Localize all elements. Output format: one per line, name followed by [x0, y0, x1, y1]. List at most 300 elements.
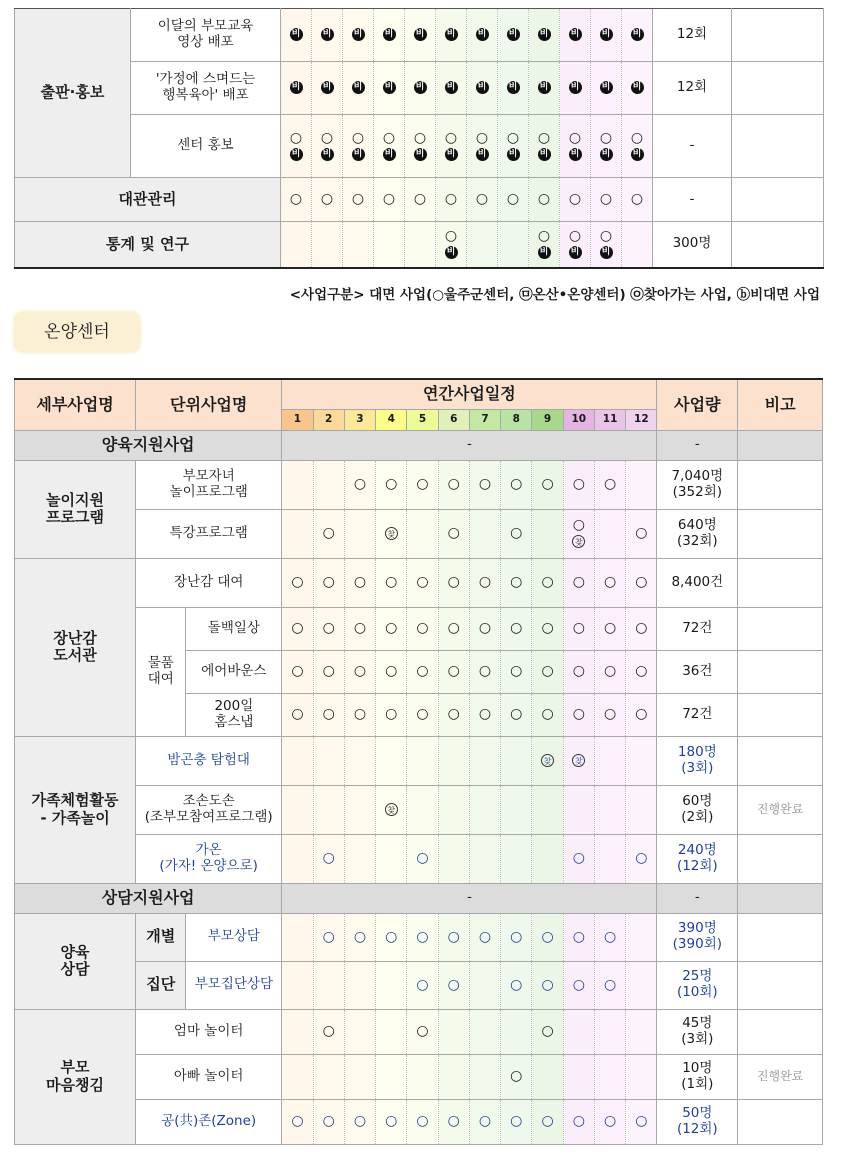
month-cell-11 — [591, 222, 622, 268]
month-cell-11 — [594, 693, 625, 736]
header-unit-business: 단위사업명 — [136, 379, 282, 430]
month-cell-1 — [281, 115, 312, 178]
month-cell-6 — [438, 913, 469, 961]
in-person-mark: ○ — [447, 476, 460, 493]
amount: 180명 (3회) — [657, 736, 738, 785]
in-person-mark: ○ — [572, 850, 585, 867]
month-cell-3 — [344, 460, 375, 509]
month-cell-2 — [312, 222, 343, 268]
category-stats: 통계 및 연구 — [15, 222, 281, 268]
online-mark: 비 — [569, 81, 582, 94]
in-person-mark: ○ — [537, 129, 551, 146]
in-person-mark: ○ — [599, 191, 613, 208]
in-person-mark: ○ — [603, 706, 617, 723]
note: 진행완료 — [738, 1054, 823, 1099]
month-cell-5 — [407, 509, 438, 558]
month-cell-11 — [591, 9, 622, 62]
in-person-mark: ○ — [478, 574, 492, 591]
month-cell-10 — [563, 1099, 594, 1144]
band-amount: - — [657, 883, 738, 913]
month-header-10: 10 — [563, 409, 594, 430]
in-person-mark: ○ — [416, 574, 429, 591]
online-mark: 비 — [600, 148, 613, 161]
counsel-type: 집단 — [136, 961, 186, 1009]
in-person-mark: ○ — [510, 1113, 523, 1130]
month-cell-3 — [344, 834, 375, 883]
month-cell-9 — [532, 607, 563, 650]
note — [738, 1009, 823, 1054]
month-cell-6 — [438, 607, 469, 650]
online-mark: 비 — [383, 28, 396, 41]
month-cell-6 — [436, 115, 467, 178]
in-person-mark: ○ — [478, 706, 492, 723]
in-person-mark: ○ — [322, 620, 335, 637]
schedule-table-continued — [14, 8, 824, 269]
in-person-mark: ○ — [478, 928, 492, 945]
month-header-11: 11 — [594, 409, 625, 430]
in-person-mark: ○ — [416, 976, 429, 993]
in-person-mark: ○ — [478, 476, 492, 493]
month-cell-1 — [282, 460, 313, 509]
month-cell-12 — [626, 961, 657, 1009]
in-person-mark: ○ — [416, 620, 429, 637]
month-cell-9 — [532, 834, 563, 883]
month-cell-8 — [501, 834, 532, 883]
month-cell-9 — [532, 693, 563, 736]
online-mark: 비 — [569, 246, 582, 259]
in-person-mark: ○ — [541, 476, 554, 493]
in-person-mark: ○ — [572, 663, 585, 680]
unit-name: 특강프로그램 — [136, 509, 282, 558]
month-cell-2 — [313, 460, 344, 509]
online-mark: 비 — [414, 81, 427, 94]
month-cell-2 — [312, 9, 343, 62]
amount: 8,400건 — [657, 558, 738, 607]
month-cell-11 — [594, 509, 625, 558]
month-cell-10 — [560, 62, 591, 115]
month-cell-6 — [438, 736, 469, 785]
amount: 72건 — [657, 607, 738, 650]
month-header-2: 2 — [313, 409, 344, 430]
month-cell-6 — [438, 785, 469, 834]
online-mark: 비 — [600, 246, 613, 259]
online-mark: 비 — [352, 148, 365, 161]
note — [732, 9, 824, 62]
month-cell-10 — [563, 460, 594, 509]
month-cell-6 — [438, 834, 469, 883]
category-parent-mindcare: 부모 마음챙김 — [15, 1009, 136, 1144]
unit-name: 엄마 놀이터 — [136, 1009, 282, 1054]
amount: 7,040명 (352회) — [657, 460, 738, 509]
in-person-mark: ○ — [385, 1113, 398, 1130]
month-cell-9 — [532, 1009, 563, 1054]
in-person-mark: ○ — [541, 663, 554, 680]
unit-name: 조손도손 (조부모참여프로그램) — [136, 785, 282, 834]
category-family-activity: 가족체험활동 - 가족놀이 — [15, 736, 136, 883]
month-cell-10 — [563, 736, 594, 785]
month-cell-5 — [407, 1054, 438, 1099]
in-person-mark: ○ — [320, 191, 334, 208]
in-person-mark: ○ — [353, 1113, 367, 1130]
in-person-mark: ○ — [382, 129, 396, 146]
month-cell-5 — [407, 693, 438, 736]
outreach-mark: 찾 — [385, 527, 398, 540]
amount: 10명 (1회) — [657, 1054, 738, 1099]
in-person-mark: ○ — [510, 1068, 523, 1085]
in-person-mark: ○ — [444, 129, 458, 146]
in-person-mark: ○ — [541, 1113, 554, 1130]
in-person-mark: ○ — [506, 129, 520, 146]
online-mark: 비 — [631, 28, 644, 41]
online-mark: 비 — [445, 148, 458, 161]
in-person-mark: ○ — [291, 620, 304, 637]
in-person-mark: ○ — [541, 706, 554, 723]
in-person-mark: ○ — [599, 129, 613, 146]
month-cell-5 — [405, 222, 436, 268]
month-cell-5 — [407, 1099, 438, 1144]
month-cell-3 — [343, 62, 374, 115]
month-cell-10 — [563, 961, 594, 1009]
online-mark: 비 — [507, 81, 520, 94]
month-cell-5 — [407, 650, 438, 693]
month-cell-5 — [407, 834, 438, 883]
in-person-mark: ○ — [475, 129, 489, 146]
month-cell-2 — [313, 693, 344, 736]
month-cell-11 — [594, 961, 625, 1009]
in-person-mark: ○ — [291, 1113, 304, 1130]
in-person-mark: ○ — [603, 976, 617, 993]
month-cell-1 — [282, 607, 313, 650]
online-mark: 비 — [476, 148, 489, 161]
online-mark: 비 — [321, 28, 334, 41]
month-header-3: 3 — [344, 409, 375, 430]
month-cell-4 — [374, 62, 405, 115]
in-person-mark: ○ — [568, 129, 582, 146]
in-person-mark: ○ — [416, 928, 429, 945]
month-cell-5 — [407, 961, 438, 1009]
in-person-mark: ○ — [572, 928, 585, 945]
month-cell-7 — [469, 509, 500, 558]
month-cell-4 — [376, 1054, 407, 1099]
month-cell-9 — [529, 9, 560, 62]
online-mark: 비 — [445, 81, 458, 94]
note — [738, 650, 823, 693]
category-toy-library: 장난감 도서관 — [15, 558, 136, 736]
in-person-mark: ○ — [603, 1113, 617, 1130]
month-cell-1 — [282, 509, 313, 558]
unit-name: 가온 (가자! 온양으로) — [136, 834, 282, 883]
online-mark: 비 — [414, 28, 427, 41]
outreach-mark: 찾 — [572, 535, 585, 548]
in-person-mark: ○ — [635, 574, 648, 591]
month-cell-4 — [374, 115, 405, 178]
in-person-mark: ○ — [635, 1113, 648, 1130]
month-cell-4 — [376, 1099, 407, 1144]
month-header-5: 5 — [407, 409, 438, 430]
center-tag: 온양센터 — [14, 312, 140, 352]
amount: 72건 — [657, 693, 738, 736]
in-person-mark: ○ — [572, 1113, 585, 1130]
in-person-mark: ○ — [382, 191, 396, 208]
month-cell-6 — [438, 509, 469, 558]
amount: 300명 — [653, 222, 732, 268]
month-cell-5 — [407, 736, 438, 785]
online-mark: 비 — [352, 28, 365, 41]
month-cell-7 — [467, 9, 498, 62]
month-cell-7 — [469, 607, 500, 650]
in-person-mark: ○ — [510, 574, 523, 591]
month-cell-7 — [467, 115, 498, 178]
band-dash: - — [282, 883, 657, 913]
month-cell-1 — [282, 913, 313, 961]
in-person-mark: ○ — [603, 574, 617, 591]
in-person-mark: ○ — [416, 476, 429, 493]
note — [738, 693, 823, 736]
month-cell-7 — [469, 834, 500, 883]
month-cell-7 — [469, 558, 500, 607]
month-cell-11 — [594, 650, 625, 693]
business-type-legend: <사업구분> 대면 사업(○울주군센터, ㉤온산•온양센터) ㉧찾아가는 사업, ⓑ비대면 사업 — [289, 287, 820, 303]
in-person-mark: ○ — [353, 574, 367, 591]
month-cell-5 — [405, 178, 436, 222]
online-mark: 비 — [538, 246, 551, 259]
in-person-mark: ○ — [322, 928, 335, 945]
in-person-mark: ○ — [635, 663, 648, 680]
in-person-mark: ○ — [444, 228, 458, 245]
month-cell-8 — [498, 115, 529, 178]
month-cell-3 — [344, 509, 375, 558]
in-person-mark: ○ — [322, 1113, 335, 1130]
note — [738, 509, 823, 558]
note — [732, 178, 824, 222]
amount: 45명 (3회) — [657, 1009, 738, 1054]
month-cell-7 — [469, 736, 500, 785]
month-cell-1 — [281, 222, 312, 268]
month-cell-4 — [376, 834, 407, 883]
goods-rental-label: 물품 대여 — [136, 607, 186, 736]
month-cell-4 — [376, 607, 407, 650]
month-cell-3 — [344, 961, 375, 1009]
note — [738, 834, 823, 883]
month-cell-4 — [376, 736, 407, 785]
month-cell-12 — [626, 460, 657, 509]
month-cell-11 — [594, 1009, 625, 1054]
in-person-mark: ○ — [572, 574, 585, 591]
in-person-mark: ○ — [572, 706, 585, 723]
in-person-mark: ○ — [291, 574, 304, 591]
month-cell-8 — [501, 460, 532, 509]
month-cell-10 — [563, 785, 594, 834]
online-mark: 비 — [383, 81, 396, 94]
in-person-mark: ○ — [385, 706, 398, 723]
month-cell-12 — [622, 178, 653, 222]
online-mark: 비 — [414, 148, 427, 161]
month-cell-2 — [312, 115, 343, 178]
amount: 12회 — [653, 9, 732, 62]
month-cell-7 — [469, 1054, 500, 1099]
month-cell-7 — [469, 1009, 500, 1054]
unit-name: 부모상담 — [186, 913, 282, 961]
in-person-mark: ○ — [416, 850, 429, 867]
month-cell-10 — [563, 1054, 594, 1099]
month-cell-4 — [376, 460, 407, 509]
in-person-mark: ○ — [541, 574, 554, 591]
in-person-mark: ○ — [353, 620, 367, 637]
in-person-mark: ○ — [447, 976, 460, 993]
month-cell-7 — [469, 650, 500, 693]
in-person-mark: ○ — [541, 620, 554, 637]
month-cell-8 — [501, 961, 532, 1009]
month-cell-4 — [376, 509, 407, 558]
month-cell-4 — [376, 650, 407, 693]
in-person-mark: ○ — [385, 476, 398, 493]
month-cell-3 — [343, 178, 374, 222]
month-cell-12 — [626, 1054, 657, 1099]
in-person-mark: ○ — [635, 850, 648, 867]
online-mark: 비 — [600, 81, 613, 94]
band-dash: - — [282, 430, 657, 460]
in-person-mark: ○ — [510, 928, 523, 945]
in-person-mark: ○ — [630, 191, 644, 208]
month-cell-11 — [594, 607, 625, 650]
month-cell-3 — [344, 1054, 375, 1099]
in-person-mark: ○ — [320, 129, 334, 146]
amount: 25명 (10회) — [657, 961, 738, 1009]
month-cell-9 — [529, 62, 560, 115]
month-cell-5 — [407, 913, 438, 961]
month-cell-7 — [467, 222, 498, 268]
in-person-mark: ○ — [322, 1023, 335, 1040]
month-cell-3 — [343, 9, 374, 62]
month-cell-2 — [313, 1009, 344, 1054]
online-mark: 비 — [445, 246, 458, 259]
online-mark: 비 — [445, 28, 458, 41]
month-cell-10 — [563, 834, 594, 883]
month-cell-3 — [344, 1009, 375, 1054]
outreach-mark: 찾 — [572, 754, 585, 767]
in-person-mark: ○ — [289, 191, 303, 208]
online-mark: 비 — [600, 28, 613, 41]
month-cell-8 — [498, 222, 529, 268]
in-person-mark: ○ — [289, 129, 303, 146]
month-cell-10 — [563, 509, 594, 558]
month-cell-12 — [622, 115, 653, 178]
in-person-mark: ○ — [385, 663, 398, 680]
month-cell-8 — [501, 650, 532, 693]
month-cell-12 — [626, 736, 657, 785]
online-mark: 비 — [538, 28, 551, 41]
in-person-mark: ○ — [447, 928, 460, 945]
note — [738, 558, 823, 607]
online-mark: 비 — [631, 81, 644, 94]
online-mark: 비 — [352, 81, 365, 94]
month-cell-7 — [469, 1099, 500, 1144]
month-cell-8 — [501, 913, 532, 961]
in-person-mark: ○ — [537, 228, 551, 245]
band-parenting-support: 양육지원사업 — [15, 430, 282, 460]
in-person-mark: ○ — [510, 663, 523, 680]
outreach-mark: 찾 — [541, 754, 554, 767]
month-cell-8 — [501, 1054, 532, 1099]
month-cell-9 — [532, 509, 563, 558]
month-cell-1 — [282, 650, 313, 693]
month-cell-9 — [529, 115, 560, 178]
month-cell-2 — [313, 834, 344, 883]
month-cell-6 — [436, 222, 467, 268]
month-cell-2 — [313, 961, 344, 1009]
month-cell-1 — [282, 693, 313, 736]
month-cell-3 — [344, 650, 375, 693]
note — [738, 736, 823, 785]
month-cell-1 — [281, 62, 312, 115]
month-cell-4 — [374, 9, 405, 62]
unit-name: 부모자녀 놀이프로그램 — [136, 460, 282, 509]
in-person-mark: ○ — [353, 928, 367, 945]
month-cell-8 — [501, 607, 532, 650]
month-cell-4 — [374, 178, 405, 222]
month-cell-3 — [344, 558, 375, 607]
month-cell-1 — [282, 558, 313, 607]
month-cell-9 — [532, 558, 563, 607]
month-cell-10 — [563, 558, 594, 607]
month-cell-3 — [344, 607, 375, 650]
in-person-mark: ○ — [568, 228, 582, 245]
month-cell-11 — [594, 1054, 625, 1099]
unit-name: 밤곤충 탐험대 — [136, 736, 282, 785]
month-cell-5 — [407, 460, 438, 509]
in-person-mark: ○ — [291, 663, 304, 680]
month-header-8: 8 — [501, 409, 532, 430]
in-person-mark: ○ — [416, 663, 429, 680]
online-mark: 비 — [507, 28, 520, 41]
month-cell-1 — [282, 1099, 313, 1144]
month-cell-9 — [532, 736, 563, 785]
month-header-7: 7 — [469, 409, 500, 430]
month-cell-2 — [312, 62, 343, 115]
amount: 12회 — [653, 62, 732, 115]
month-cell-12 — [626, 650, 657, 693]
outreach-mark: 찾 — [385, 803, 398, 816]
in-person-mark: ○ — [413, 191, 427, 208]
month-cell-8 — [501, 736, 532, 785]
amount: 390명 (390회) — [657, 913, 738, 961]
month-cell-10 — [563, 913, 594, 961]
month-cell-10 — [563, 650, 594, 693]
note — [738, 460, 823, 509]
month-cell-12 — [626, 509, 657, 558]
in-person-mark: ○ — [603, 476, 617, 493]
month-cell-2 — [313, 1099, 344, 1144]
in-person-mark: ○ — [322, 525, 335, 542]
in-person-mark: ○ — [353, 663, 367, 680]
month-cell-1 — [281, 178, 312, 222]
band-amount: - — [657, 430, 738, 460]
in-person-mark: ○ — [478, 1113, 492, 1130]
in-person-mark: ○ — [510, 476, 523, 493]
amount: 640명 (32회) — [657, 509, 738, 558]
month-cell-4 — [376, 558, 407, 607]
in-person-mark: ○ — [353, 706, 367, 723]
month-cell-11 — [594, 460, 625, 509]
month-cell-6 — [438, 460, 469, 509]
month-cell-9 — [529, 178, 560, 222]
month-header-12: 12 — [626, 409, 657, 430]
header-detail-business: 세부사업명 — [15, 379, 136, 430]
month-cell-2 — [313, 736, 344, 785]
online-mark: 비 — [290, 148, 303, 161]
month-cell-5 — [407, 1009, 438, 1054]
in-person-mark: ○ — [478, 620, 492, 637]
